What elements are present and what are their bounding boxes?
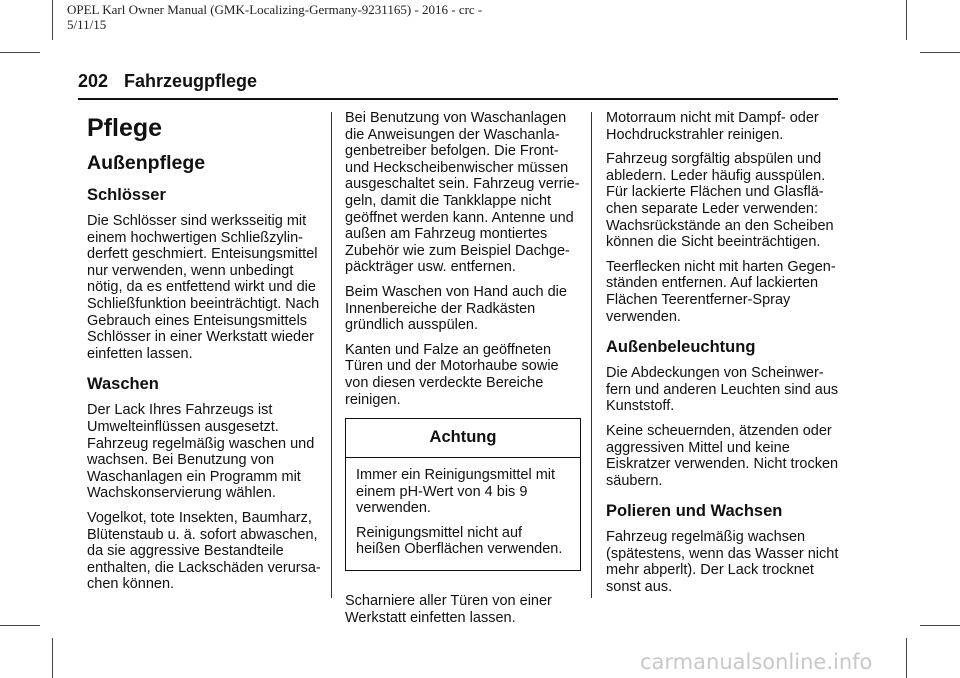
column-middle <box>345 110 581 634</box>
paragraph: Motorraum nicht mit Dampf- oder Hochdruckstrahler reinigen. <box>606 110 819 143</box>
paragraph: Kanten und Falze an geöffneten Türen und der Motorhaube sowie von diesen verdeckte Bereiche reinigen. <box>345 341 559 408</box>
chapter-title: Pflege <box>87 114 163 142</box>
page-number: 202 <box>78 71 109 91</box>
manual-info-header: OPEL Karl Owner Manual (GMK-Localizing-Germany-9231165) - 2016 - crc - 5/11/15 <box>67 2 483 32</box>
header-rule <box>78 98 838 100</box>
paragraph: Vogelkot, tote Insekten, Baumharz, Blütenstaub u. ä. sofort abwaschen, da sie aggressive Bestandteile enthalten, die Lackschäden verursa-chen können. <box>87 509 321 593</box>
section-title: Fahrzeugpflege <box>124 71 258 91</box>
column-right <box>606 110 842 604</box>
paragraph: Fahrzeug sorgfältig abspülen und abledern. Leder häufig ausspülen. Für lackierte Flächen und Glasflä-chen separate Leder verwenden: Wachsrückstände an den Scheiben können die Sicht beeinträchtigen. <box>606 151 834 251</box>
column-divider <box>591 112 592 598</box>
page-heading <box>78 71 257 92</box>
crop-mark <box>0 625 40 626</box>
crop-mark <box>906 0 907 40</box>
subheading-waschen: Waschen <box>87 375 159 394</box>
watermark: carmanualsonline.info <box>640 650 873 674</box>
crop-mark <box>920 52 960 53</box>
caution-text: Reinigungsmittel nicht auf heißen Oberflächen verwenden. <box>356 524 563 558</box>
paragraph: Beim Waschen von Hand auch die Innenbereiche der Radkästen gründlich ausspülen. <box>345 283 567 334</box>
crop-mark <box>906 638 907 678</box>
caution-title: Achtung <box>429 428 497 447</box>
subheading-aussenbeleuchtung: Außenbeleuchtung <box>606 338 756 357</box>
paragraph: Die Schlösser sind werksseitig mit einem hochwertigen Schließzylin-derfett geschmiert. Enteisungsmittel nur verwenden, wenn unbedingt nötig, da es entfettend wirkt und die Schließfunktion beeinträchtigt. Nach Gebrauch eines Enteisungsmittels Schlösser in einer Werkstatt wieder einfetten lassen. <box>87 213 320 362</box>
paragraph: Bei Benutzung von Waschanlagen die Anweisungen der Waschanla-genbetreiber befolgen. Die Front- und Heckscheibenwischer müssen ausgeschaltet sein. Fahrzeug verrie-geln, damit die Tankklappe nicht geöffnet werden kann. Antenne und außen am Fahrzeug montiertes Zubehör wie zum Beispiel Dachge-päckträger usw. entfernen. <box>345 110 580 276</box>
crop-mark <box>0 52 40 53</box>
paragraph: Die Abdeckungen von Scheinwer-fern und anderen Leuchten sind aus Kunststoff. <box>606 365 839 415</box>
caution-box <box>345 418 581 571</box>
column-divider <box>331 112 332 598</box>
crop-mark <box>52 0 53 40</box>
section-heading: Außenpflege <box>87 152 206 174</box>
paragraph: Der Lack Ihres Fahrzeugs ist Umwelteinflüssen ausgesetzt. Fahrzeug regelmäßig waschen und wachsen. Bei Benutzung von Waschanlagen ein Programm mit Wachskonservierung wählen. <box>87 402 315 502</box>
subheading-schloesser: Schlösser <box>87 186 166 204</box>
caution-text: Immer ein Reinigungsmittel mit einem pH-Wert von 4 bis 9 verwenden. <box>356 467 556 517</box>
crop-mark <box>920 625 960 626</box>
subheading-polieren: Polieren und Wachsen <box>606 502 783 521</box>
column-left <box>87 111 325 601</box>
paragraph: Keine scheuernden, ätzenden oder aggressiven Mittel und keine Eiskratzer verwenden. Nicht trocken säubern. <box>606 422 839 489</box>
caution-divider <box>346 457 580 458</box>
paragraph: Teerflecken nicht mit harten Gegen-ständen entfernen. Auf lackierten Flächen Teerentferner-Spray verwenden. <box>606 258 836 325</box>
paragraph: Scharniere aller Türen von einer Werkstatt einfetten lassen. <box>345 593 552 626</box>
paragraph: Fahrzeug regelmäßig wachsen (spätestens, wenn das Wasser nicht mehr abperlt). Der Lack trocknet sonst aus. <box>606 529 839 596</box>
crop-mark <box>52 638 53 678</box>
